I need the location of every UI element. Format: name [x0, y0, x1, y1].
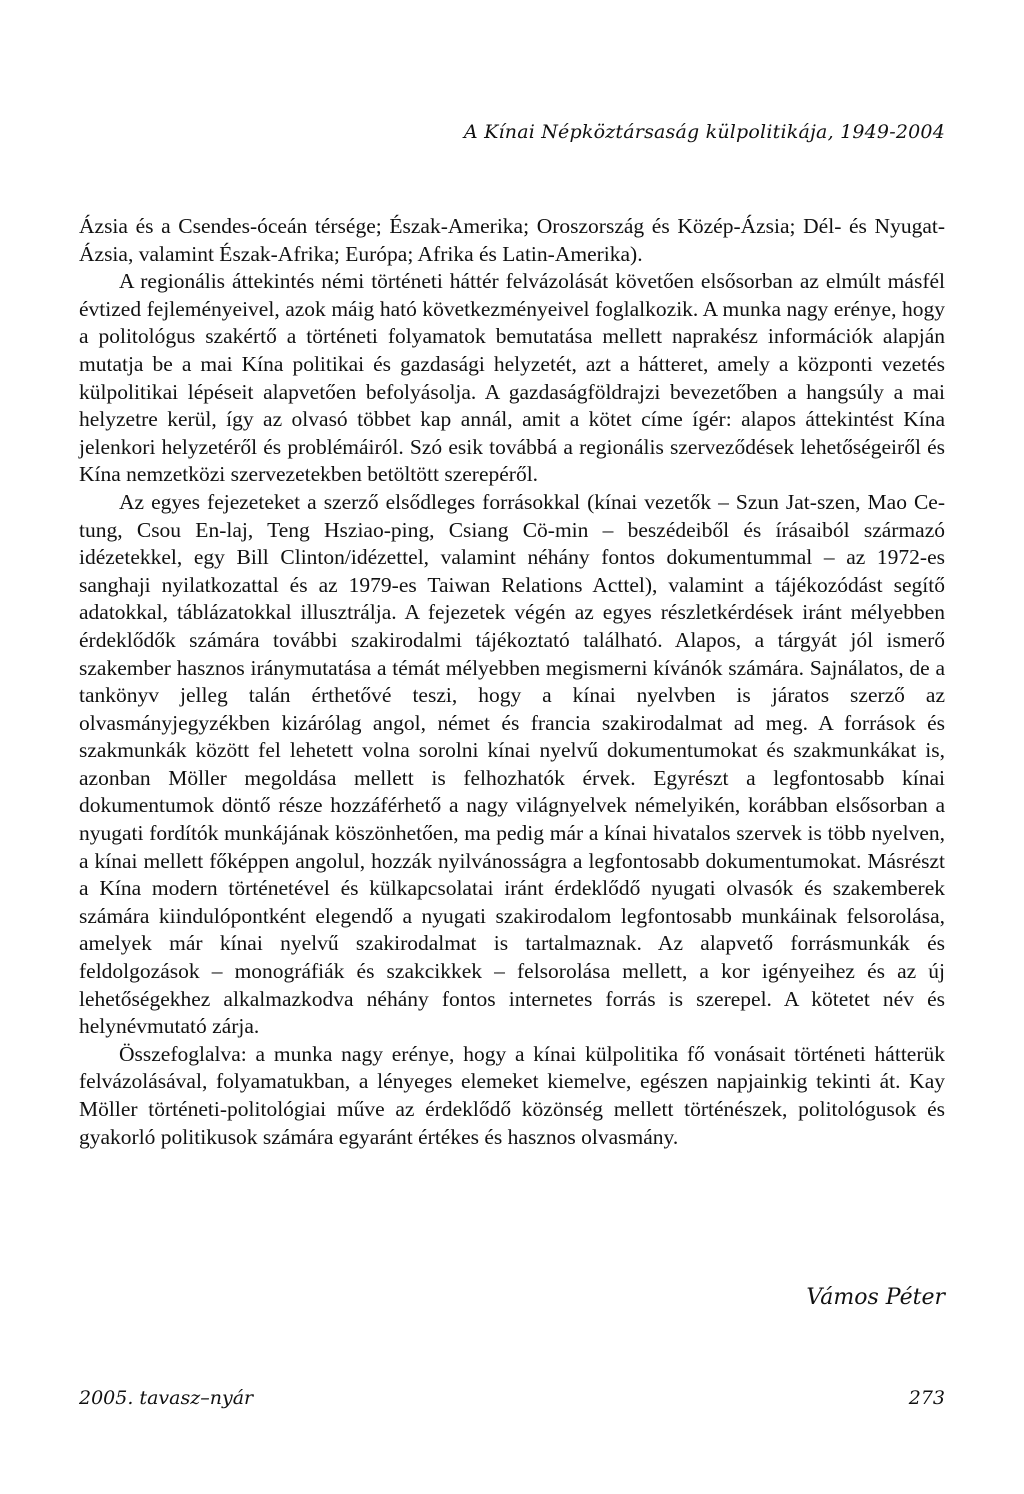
author-signature: Vámos Péter	[806, 1285, 945, 1310]
footer-issue: 2005. tavasz–nyár	[79, 1387, 254, 1409]
article-body	[79, 213, 945, 1151]
paragraph: Összefoglalva: a munka nagy erénye, hogy a kínai külpolitika fő vonásait történeti hátterük felvázolásával, folyamatukban, a lényeges elemeket kiemelve, egészen napjainkig tekinti át. Kay Möller történeti-politológiai műve az érdeklődő közönség mellett történészek, politológusok és gyakorló politikusok számára egyaránt értékes és hasznos olvasmány.	[79, 1041, 945, 1149]
page-number: 273	[908, 1387, 945, 1409]
paragraph: Ázsia és a Csendes-óceán térsége; Észak-Amerika; Oroszország és Közép-Ázsia; Dél- és Nyugat-Ázsia, valamint Észak-Afrika; Európa; Afrika és Latin-Amerika).	[79, 214, 945, 266]
paragraph: A regionális áttekintés némi történeti háttér felvázolását követően elsősorban az elmúlt másfél évtized fejleményeivel, azok máig ható következményeivel foglalkozik. A munka nagy erénye, hogy a politológus szakértő a történeti folyamatok bemutatása mellett naprakész információk alapján mutatja be a mai Kína politikai és gazdasági helyzetét, azt a hátteret, amely a központi vezetés külpolitikai lépéseit alapvetően befolyásolja. A gazdaságföldrajzi bevezetőben a hangsúly a mai helyzetre kerül, így az olvasó többet kap annál, amit a kötet címe ígér: alapos áttekintést Kína jelenkori helyzetéről és problémáiról. Szó esik továbbá a regionális szerveződések lehetőségeiről és Kína nemzetközi szervezetekben betöltött szerepéről.	[79, 269, 945, 487]
paragraph: Az egyes fejezeteket a szerző elsődleges forrásokkal (kínai vezetők – Szun Jat-szen, Mao Ce-tung, Csou En-laj, Teng Hsziao-ping, Csiang Cö-min – beszédeiből és írásaiból származó idézetekkel, egy Bill Clinton/idézettel, valamint néhány fontos dokumentummal – az 1972-es sanghaji nyilatkozattal és az 1979-es Taiwan Relations Acttel), valamint a tájékozódást segítő adatokkal, táblázatokkal illusztrálja. A fejezetek végén az egyes részletkérdések iránt mélyebben érdeklődők számára további szakirodalmi tájékoztató található. Alapos, a tárgyát jól ismerő szakember hasznos iránymutatása a témát mélyebben megismerni kívánók számára. Sajnálatos, de a tankönyv jelleg talán érthetővé teszi, hogy a kínai nyelvben is járatos szerző az olvasmányjegyzékben kizárólag angol, német és francia szakirodalmat ad meg. A források és szakmunkák között fel lehetett volna sorolni kínai nyelvű dokumentumokat és szakmunkákat is, azonban Möller megoldása mellett is felhozhatók érvek. Egyrészt a legfontosabb kínai dokumentumok döntő része hozzáférhető a nagy világnyelvek némelyikén, korábban elsősorban a nyugati fordítók munkájának köszönhetően, ma pedig már a kínai hivatalos szervek is több nyelven, a kínai mellett főképpen angolul, hozzák nyilvánosságra a legfontosabb dokumentumokat. Másrészt a Kína modern történetével és külkapcsolatai iránt érdeklődő nyugati olvasók és szakemberek számára kiindulópontként elegendő a nyugati szakirodalom legfontosabb munkáinak felsorolása, amelyek már kínai nyelvű szakirodalmat is tartalmaznak. Az alapvető forrásmunkák és feldolgozások – monográfiák és szakcikkek – felsorolása mellett, a kor igényeihez és az új lehetőségekhez alkalmazkodva néhány fontos internetes forrás is szerepel. A kötetet név és helynévmutató zárja.	[79, 489, 945, 1039]
running-header: A Kínai Népköztársaság külpolitikája, 1949-2004	[463, 121, 945, 143]
